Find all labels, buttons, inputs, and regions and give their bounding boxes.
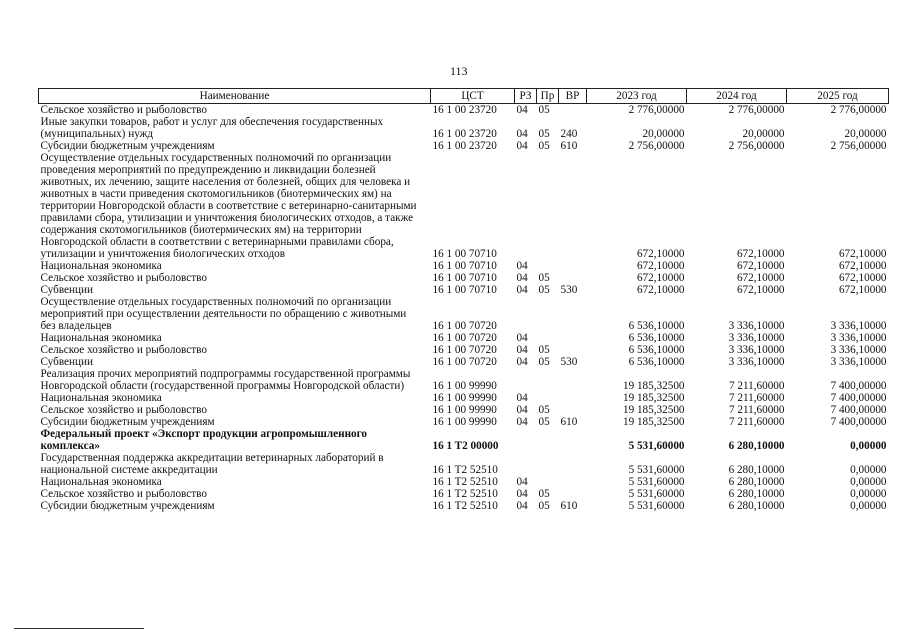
row-rz — [515, 428, 537, 452]
row-value-2025: 0,00000 — [850, 500, 887, 512]
table-body — [39, 104, 889, 513]
row-rz: 04 — [516, 260, 528, 272]
row-pr — [537, 392, 559, 404]
row-value-2025: 7 400,00000 — [830, 416, 887, 428]
row-value-2023: 19 185,32500 — [622, 392, 685, 404]
row-name: Осуществление отдельных государственных полномочий по организации мероприятий при осуществлении деятельности по обращению с животными без владельцев — [40, 296, 407, 332]
row-value-2023: 672,10000 — [636, 260, 685, 272]
row-vr — [559, 152, 587, 260]
row-rz: 04 — [516, 128, 528, 140]
row-value-2025: 0,00000 — [850, 464, 887, 476]
row-value-2025: 0,00000 — [850, 440, 887, 452]
row-name: Сельское хозяйство и рыболовство — [40, 344, 207, 356]
row-value-2023: 6 536,10000 — [628, 344, 685, 356]
row-vr: 530 — [560, 284, 578, 296]
row-value-2024: 672,10000 — [736, 248, 785, 260]
row-rz: 04 — [516, 344, 528, 356]
row-name: Государственная поддержка аккредитации ветеринарных лабораторий в национальной системе аккредитации — [40, 452, 384, 476]
row-name: Сельское хозяйство и рыболовство — [40, 104, 207, 116]
row-rz: 04 — [516, 476, 528, 488]
row-value-2024: 7 211,60000 — [728, 392, 785, 404]
table-row — [39, 428, 889, 452]
table-row — [39, 140, 889, 152]
table-row — [39, 500, 889, 512]
row-pr: 05 — [538, 272, 550, 284]
header-pr: Пр — [537, 89, 559, 104]
row-pr: 05 — [538, 356, 550, 368]
header-2024: 2024 год — [687, 89, 787, 104]
row-cst: 16 1 00 99990 — [432, 392, 497, 404]
row-pr — [537, 152, 559, 260]
row-vr: 240 — [560, 128, 578, 140]
row-pr — [537, 368, 559, 392]
table-row — [39, 332, 889, 344]
row-pr: 05 — [538, 128, 550, 140]
row-value-2023: 5 531,60000 — [628, 488, 685, 500]
row-value-2023: 672,10000 — [636, 248, 685, 260]
footer-rule — [14, 628, 144, 629]
row-value-2024: 672,10000 — [736, 272, 785, 284]
row-rz: 04 — [516, 284, 528, 296]
row-value-2023: 5 531,60000 — [628, 464, 685, 476]
table-row — [39, 344, 889, 356]
row-pr: 05 — [538, 404, 550, 416]
row-value-2024: 3 336,10000 — [728, 344, 785, 356]
row-name: Субсидии бюджетным учреждениям — [40, 500, 215, 512]
header-name: Наименование — [39, 89, 431, 104]
row-pr — [537, 332, 559, 344]
row-value-2023: 5 531,60000 — [628, 440, 685, 452]
row-cst: 16 1 00 70710 — [432, 248, 497, 260]
row-value-2024: 2 756,00000 — [728, 140, 785, 152]
row-cst: 16 1 00 23720 — [432, 104, 497, 116]
table-row — [39, 260, 889, 272]
row-name: Реализация прочих мероприятий подпрограммы государственной программы Новгородской области (государственной программы Новгородской области) — [40, 368, 411, 392]
row-value-2023: 672,10000 — [636, 284, 685, 296]
row-pr — [537, 428, 559, 452]
row-vr — [559, 272, 587, 284]
row-vr: 610 — [560, 416, 578, 428]
row-pr — [537, 476, 559, 488]
row-value-2024: 2 776,00000 — [728, 104, 785, 116]
table-row — [39, 104, 889, 117]
row-rz: 04 — [516, 488, 528, 500]
row-name: Субсидии бюджетным учреждениям — [40, 416, 215, 428]
row-rz: 04 — [516, 500, 528, 512]
row-value-2024: 3 336,10000 — [728, 356, 785, 368]
table-row — [39, 152, 889, 260]
row-rz — [515, 152, 537, 260]
row-value-2025: 672,10000 — [838, 272, 887, 284]
row-vr — [559, 392, 587, 404]
row-value-2024: 672,10000 — [736, 284, 785, 296]
table-row — [39, 392, 889, 404]
row-value-2025: 0,00000 — [850, 488, 887, 500]
row-value-2023: 6 536,10000 — [628, 356, 685, 368]
row-value-2025: 672,10000 — [838, 260, 887, 272]
row-rz: 04 — [516, 332, 528, 344]
table-row — [39, 116, 889, 140]
row-value-2024: 6 280,10000 — [728, 500, 785, 512]
table-row — [39, 404, 889, 416]
row-cst: 16 1 00 70710 — [432, 284, 497, 296]
budget-table — [38, 88, 889, 512]
header-rz: РЗ — [515, 89, 537, 104]
table-row — [39, 488, 889, 500]
row-pr: 05 — [538, 416, 550, 428]
row-value-2024: 7 211,60000 — [728, 380, 785, 392]
page-number: 113 — [450, 64, 468, 78]
row-value-2025: 7 400,00000 — [830, 380, 887, 392]
row-value-2025: 672,10000 — [838, 248, 887, 260]
row-value-2024: 20,00000 — [742, 128, 785, 140]
row-value-2024: 6 280,10000 — [728, 476, 785, 488]
row-cst: 16 1 00 99990 — [432, 404, 497, 416]
row-rz: 04 — [516, 104, 528, 116]
table-row — [39, 452, 889, 476]
row-rz: 04 — [516, 416, 528, 428]
row-cst: 16 1 00 99990 — [432, 380, 497, 392]
row-rz: 04 — [516, 356, 528, 368]
row-vr: 610 — [560, 500, 578, 512]
row-vr — [559, 404, 587, 416]
row-pr: 05 — [538, 284, 550, 296]
row-cst: 16 1 T2 52510 — [432, 500, 498, 512]
row-value-2025: 3 336,10000 — [830, 344, 887, 356]
row-cst: 16 1 00 70720 — [432, 356, 497, 368]
row-pr: 05 — [538, 104, 550, 116]
row-value-2023: 6 536,10000 — [628, 332, 685, 344]
row-pr — [537, 296, 559, 332]
table-row — [39, 296, 889, 332]
row-name: Субсидии бюджетным учреждениям — [40, 140, 215, 152]
row-cst: 16 1 00 70720 — [432, 344, 497, 356]
row-vr: 530 — [560, 356, 578, 368]
row-name: Национальная экономика — [40, 332, 162, 344]
row-name: Национальная экономика — [40, 476, 162, 488]
row-name: Иные закупки товаров, работ и услуг для обеспечения государственных (муниципальных) нужд — [40, 116, 384, 140]
row-rz — [515, 296, 537, 332]
row-cst: 16 1 00 70720 — [432, 320, 497, 332]
table-row — [39, 272, 889, 284]
row-value-2025: 3 336,10000 — [830, 356, 887, 368]
row-pr — [537, 452, 559, 476]
row-value-2025: 2 756,00000 — [830, 140, 887, 152]
row-vr — [559, 332, 587, 344]
row-value-2023: 19 185,32500 — [622, 404, 685, 416]
row-value-2024: 6 280,10000 — [728, 464, 785, 476]
row-vr — [559, 476, 587, 488]
row-rz: 04 — [516, 140, 528, 152]
row-value-2023: 19 185,32500 — [622, 380, 685, 392]
row-value-2024: 3 336,10000 — [728, 320, 785, 332]
row-value-2023: 6 536,10000 — [628, 320, 685, 332]
row-value-2025: 7 400,00000 — [830, 392, 887, 404]
row-value-2023: 672,10000 — [636, 272, 685, 284]
row-vr — [559, 296, 587, 332]
table-row — [39, 416, 889, 428]
row-value-2025: 7 400,00000 — [830, 404, 887, 416]
row-value-2024: 7 211,60000 — [728, 416, 785, 428]
header-cst: ЦСТ — [431, 89, 515, 104]
table-row — [39, 284, 889, 296]
row-rz: 04 — [516, 392, 528, 404]
row-value-2024: 6 280,10000 — [728, 488, 785, 500]
row-vr — [559, 428, 587, 452]
row-value-2023: 19 185,32500 — [622, 416, 685, 428]
row-name: Субвенции — [40, 356, 93, 368]
row-value-2024: 6 280,10000 — [728, 440, 785, 452]
row-name: Сельское хозяйство и рыболовство — [40, 272, 207, 284]
row-pr — [537, 260, 559, 272]
row-value-2023: 5 531,60000 — [628, 500, 685, 512]
row-value-2024: 7 211,60000 — [728, 404, 785, 416]
row-name: Осуществление отдельных государственных полномочий по организации проведения мероприятий по предупреждению и ликвидации болезней животных, их лечению, защите населения от болезней, общих для человека и животных в части приведения скотомогильников (биотермических ям) на территории Новгородской области в соответствие с ветеринарно-санитарными правилами сбора, утилизации и уничтожения биологических отходов, а также содержания скотомогильников (биотермических ям) на территории Новгородской области в соответствии с ветеринарными правилами сбора, утилизации и уничтожения биологических отходов — [40, 152, 417, 260]
row-cst: 16 1 T2 52510 — [432, 464, 498, 476]
row-rz: 04 — [516, 272, 528, 284]
table-row — [39, 368, 889, 392]
row-cst: 16 1 T2 52510 — [432, 476, 498, 488]
row-value-2025: 20,00000 — [844, 128, 887, 140]
row-rz — [515, 368, 537, 392]
row-pr: 05 — [538, 488, 550, 500]
row-pr: 05 — [538, 344, 550, 356]
row-value-2025: 3 336,10000 — [830, 332, 887, 344]
row-name: Сельское хозяйство и рыболовство — [40, 404, 207, 416]
row-value-2023: 2 756,00000 — [628, 140, 685, 152]
header-vr: ВР — [559, 89, 587, 104]
table-row — [39, 476, 889, 488]
row-rz: 04 — [516, 404, 528, 416]
row-cst: 16 1 00 23720 — [432, 128, 497, 140]
row-cst: 16 1 00 99990 — [432, 416, 497, 428]
row-rz — [515, 452, 537, 476]
row-name: Федеральный проект «Экспорт продукции агропромышленного комплекса» — [40, 428, 368, 452]
row-vr — [559, 452, 587, 476]
row-value-2025: 0,00000 — [850, 476, 887, 488]
row-value-2024: 672,10000 — [736, 260, 785, 272]
table-header-row — [39, 89, 889, 104]
row-value-2023: 20,00000 — [642, 128, 685, 140]
row-pr: 05 — [538, 140, 550, 152]
row-value-2025: 2 776,00000 — [830, 104, 887, 116]
row-vr — [559, 260, 587, 272]
row-cst: 16 1 T2 00000 — [432, 440, 499, 452]
header-2025: 2025 год — [787, 89, 889, 104]
row-cst: 16 1 00 70710 — [432, 272, 497, 284]
table-row — [39, 356, 889, 368]
row-value-2025: 672,10000 — [838, 284, 887, 296]
row-cst: 16 1 00 70710 — [432, 260, 497, 272]
row-name: Субвенции — [40, 284, 93, 296]
row-cst: 16 1 00 23720 — [432, 140, 497, 152]
row-name: Национальная экономика — [40, 260, 162, 272]
row-value-2023: 5 531,60000 — [628, 476, 685, 488]
row-vr — [559, 344, 587, 356]
row-value-2024: 3 336,10000 — [728, 332, 785, 344]
row-vr — [559, 488, 587, 500]
row-cst: 16 1 T2 52510 — [432, 488, 498, 500]
row-vr — [559, 368, 587, 392]
row-pr: 05 — [538, 500, 550, 512]
row-vr: 610 — [560, 140, 578, 152]
row-cst: 16 1 00 70720 — [432, 332, 497, 344]
row-name: Сельское хозяйство и рыболовство — [40, 488, 207, 500]
header-2023: 2023 год — [587, 89, 687, 104]
row-vr — [559, 104, 587, 117]
row-value-2023: 2 776,00000 — [628, 104, 685, 116]
row-value-2025: 3 336,10000 — [830, 320, 887, 332]
row-name: Национальная экономика — [40, 392, 162, 404]
